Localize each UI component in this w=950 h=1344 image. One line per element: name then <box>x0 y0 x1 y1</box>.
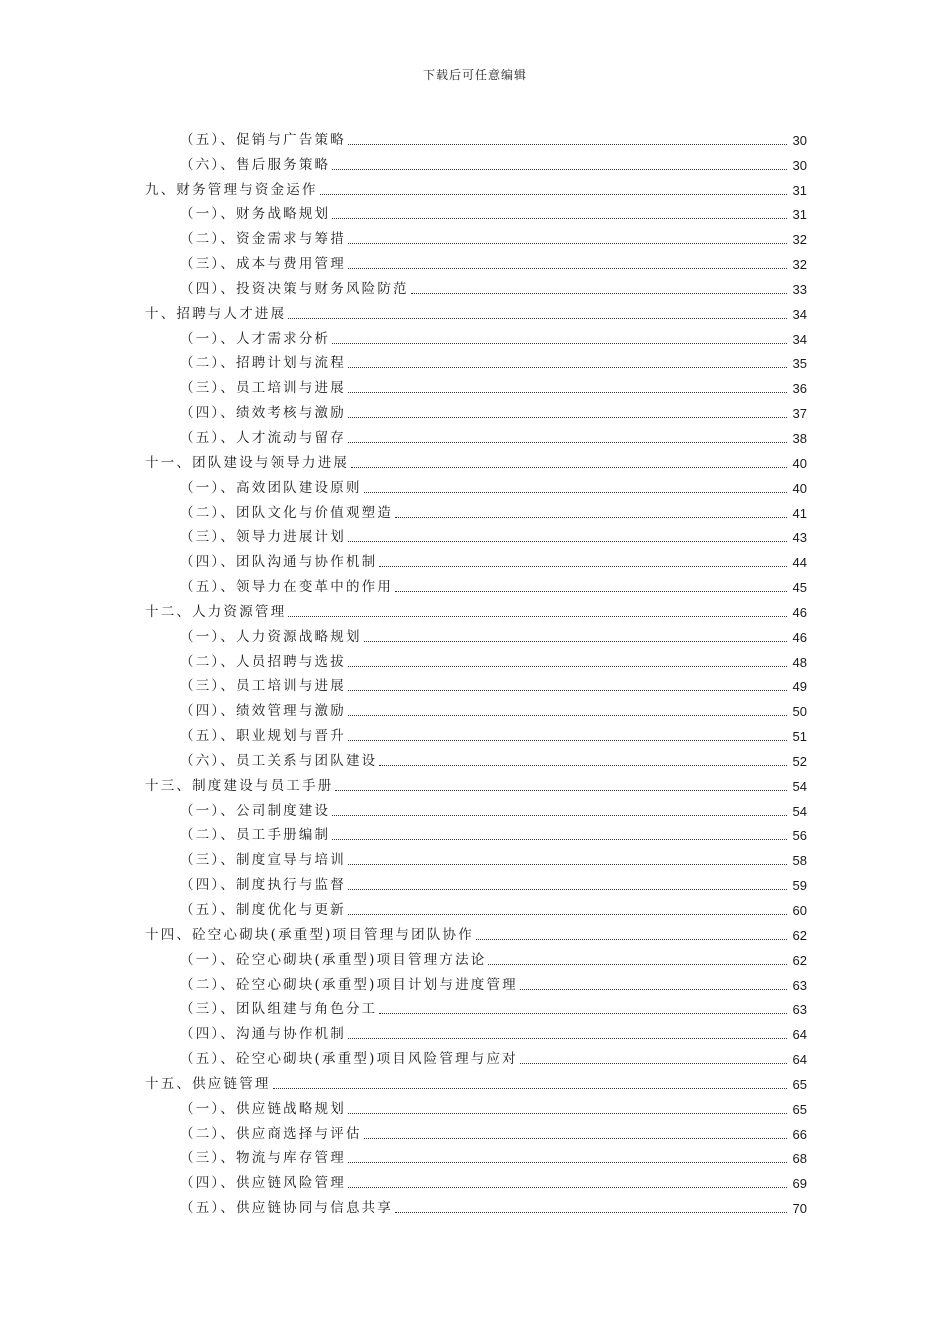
toc-page-number: 36 <box>792 381 807 397</box>
toc-chapter-entry[interactable] <box>0 773 950 798</box>
toc-dot-leader <box>395 1211 787 1213</box>
toc-dot-leader <box>520 988 787 990</box>
toc-page-number: 66 <box>792 1126 807 1142</box>
toc-dot-leader <box>332 168 787 170</box>
toc-dot-leader <box>348 913 787 915</box>
toc-entry-title: （三）、团队组建与角色分工 <box>180 1001 378 1018</box>
toc-section-entry[interactable] <box>0 1170 950 1195</box>
toc-section-entry[interactable] <box>0 1146 950 1171</box>
toc-section-entry[interactable] <box>0 226 950 251</box>
toc-entry-title: （一）、高效团队建设原则 <box>180 479 362 496</box>
toc-chapter-entry[interactable] <box>0 301 950 326</box>
toc-dot-leader <box>348 665 787 667</box>
toc-page-number: 68 <box>792 1151 807 1167</box>
toc-dot-leader <box>332 342 787 344</box>
toc-entry-title: （五）、供应链协同与信息共享 <box>180 1200 394 1217</box>
toc-section-entry[interactable] <box>0 897 950 922</box>
toc-dot-leader <box>379 1012 787 1014</box>
toc-section-entry[interactable] <box>0 972 950 997</box>
toc-entry-title: （二）、资金需求与筹措 <box>180 231 346 248</box>
toc-page-number: 37 <box>792 406 807 422</box>
toc-entry-title: 十四、砼空心砌块(承重型)项目管理与团队协作 <box>145 926 474 943</box>
toc-page-number: 64 <box>792 1052 807 1068</box>
toc-dot-leader <box>348 1186 787 1188</box>
toc-dot-leader <box>332 217 787 219</box>
toc-section-entry[interactable] <box>0 723 950 748</box>
toc-dot-leader <box>364 640 787 642</box>
toc-entry-title: （四）、制度执行与监督 <box>180 877 346 894</box>
toc-entry-title: （二）、人员招聘与选拔 <box>180 653 346 670</box>
toc-chapter-entry[interactable] <box>0 450 950 475</box>
toc-page-number: 35 <box>792 356 807 372</box>
toc-page-number: 40 <box>792 455 807 471</box>
toc-entry-title: （一）、公司制度建设 <box>180 802 331 819</box>
toc-page-number: 45 <box>792 580 807 596</box>
toc-page-number: 56 <box>792 828 807 844</box>
toc-dot-leader <box>379 764 787 766</box>
toc-page-number: 63 <box>792 977 807 993</box>
toc-page-number: 58 <box>792 853 807 869</box>
toc-entry-title: （三）、员工培训与进展 <box>180 678 346 695</box>
toc-entry-title: 十一、团队建设与领导力进展 <box>145 454 350 471</box>
toc-page-number: 63 <box>792 1002 807 1018</box>
toc-page-number: 32 <box>792 257 807 273</box>
toc-entry-title: （一）、供应链战略规划 <box>180 1100 346 1117</box>
toc-entry-title: （四）、沟通与协作机制 <box>180 1026 346 1043</box>
toc-section-entry[interactable] <box>0 574 950 599</box>
toc-section-entry[interactable] <box>0 351 950 376</box>
toc-dot-leader <box>288 615 787 617</box>
toc-dot-leader <box>332 814 787 816</box>
toc-section-entry[interactable] <box>0 525 950 550</box>
toc-dot-leader <box>520 1062 787 1064</box>
toc-chapter-entry[interactable] <box>0 599 950 624</box>
toc-entry-title: （二）、团队文化与价值观塑造 <box>180 504 394 521</box>
toc-entry-title: （六）、售后服务策略 <box>180 156 331 173</box>
toc-section-entry[interactable] <box>0 500 950 525</box>
toc-entry-title: （二）、供应商选择与评估 <box>180 1125 362 1142</box>
toc-page-number: 31 <box>792 207 807 223</box>
toc-page-number: 62 <box>792 952 807 968</box>
toc-page-number: 65 <box>792 1101 807 1117</box>
toc-dot-leader <box>348 540 787 542</box>
toc-section-entry[interactable] <box>0 674 950 699</box>
toc-section-entry[interactable] <box>0 1046 950 1071</box>
toc-page-number: 32 <box>792 232 807 248</box>
toc-section-entry[interactable] <box>0 847 950 872</box>
toc-page-number: 34 <box>792 306 807 322</box>
toc-entry-title: （三）、领导力进展计划 <box>180 529 346 546</box>
toc-entry-title: （六）、员工关系与团队建设 <box>180 752 378 769</box>
toc-entry-title: 十、招聘与人才进展 <box>145 305 287 322</box>
toc-entry-title: （四）、团队沟通与协作机制 <box>180 554 378 571</box>
toc-page-number: 40 <box>792 480 807 496</box>
toc-page-number: 38 <box>792 430 807 446</box>
toc-section-entry[interactable] <box>0 375 950 400</box>
toc-section-entry[interactable] <box>0 1096 950 1121</box>
toc-page-number: 69 <box>792 1176 807 1192</box>
toc-dot-leader <box>273 1087 787 1089</box>
toc-chapter-entry[interactable] <box>0 922 950 947</box>
toc-dot-leader <box>348 267 787 269</box>
toc-dot-leader <box>348 739 787 741</box>
toc-dot-leader <box>476 938 787 940</box>
toc-dot-leader <box>348 143 787 145</box>
toc-dot-leader <box>348 242 787 244</box>
toc-dot-leader <box>348 714 787 716</box>
toc-entry-title: （一）、人力资源战略规划 <box>180 628 362 645</box>
toc-section-entry[interactable] <box>0 549 950 574</box>
toc-entry-title: （一）、人才需求分析 <box>180 330 331 347</box>
toc-section-entry[interactable] <box>0 251 950 276</box>
toc-section-entry[interactable] <box>0 997 950 1022</box>
toc-page-number: 34 <box>792 331 807 347</box>
toc-entry-title: （五）、制度优化与更新 <box>180 902 346 918</box>
toc-entry-title: 九、财务管理与资金运作 <box>145 181 318 198</box>
toc-section-entry[interactable] <box>0 624 950 649</box>
toc-section-entry[interactable] <box>0 152 950 177</box>
toc-entry-title: （四）、绩效管理与激励 <box>180 703 346 720</box>
toc-entry-title: （三）、制度宣导与培训 <box>180 852 346 869</box>
toc-dot-leader <box>348 366 787 368</box>
toc-page-number: 46 <box>792 604 807 620</box>
toc-section-entry[interactable] <box>0 798 950 823</box>
toc-entry-title: （一）、砼空心砌块(承重型)项目管理方法论 <box>180 951 487 968</box>
toc-dot-leader <box>395 590 787 592</box>
toc-section-entry[interactable] <box>0 748 950 773</box>
toc-entry-title: （五）、职业规划与晋升 <box>180 728 346 745</box>
toc-section-entry[interactable] <box>0 127 950 152</box>
toc-section-entry[interactable] <box>0 872 950 897</box>
toc-section-entry[interactable] <box>0 202 950 227</box>
toc-entry-title: （二）、员工手册编制 <box>180 827 331 844</box>
toc-dot-leader <box>348 863 787 865</box>
toc-entry-title: （二）、招聘计划与流程 <box>180 355 346 372</box>
toc-chapter-entry[interactable] <box>0 177 950 202</box>
toc-page-number: 62 <box>792 927 807 943</box>
table-of-contents <box>0 127 950 1220</box>
toc-page-number: 50 <box>792 704 807 720</box>
toc-section-entry[interactable] <box>0 400 950 425</box>
toc-dot-leader <box>395 516 787 518</box>
toc-entry-title: 十二、人力资源管理 <box>145 603 287 620</box>
toc-page-number: 44 <box>792 555 807 571</box>
toc-section-entry[interactable] <box>0 947 950 972</box>
toc-page-number: 60 <box>792 903 807 918</box>
toc-page-number: 49 <box>792 679 807 695</box>
toc-section-entry[interactable] <box>0 1121 950 1146</box>
toc-page-number: 48 <box>792 654 807 670</box>
toc-entry-title: （四）、绩效考核与激励 <box>180 405 346 422</box>
toc-entry-title: （三）、物流与库存管理 <box>180 1150 346 1167</box>
toc-entry-title: （五）、人才流动与留存 <box>180 429 346 446</box>
toc-section-entry[interactable] <box>0 326 950 351</box>
toc-section-entry[interactable] <box>0 1021 950 1046</box>
toc-page-number: 46 <box>792 629 807 645</box>
page-header: 下载后可任意编辑 <box>422 68 527 82</box>
toc-dot-leader <box>348 689 787 691</box>
toc-dot-leader <box>332 838 787 840</box>
toc-page-number: 70 <box>792 1201 807 1217</box>
toc-dot-leader <box>364 491 787 493</box>
toc-dot-leader <box>348 1161 787 1163</box>
toc-page-number: 33 <box>792 281 807 297</box>
toc-section-entry[interactable] <box>0 649 950 674</box>
toc-dot-leader <box>488 963 787 965</box>
toc-dot-leader <box>348 1037 787 1039</box>
toc-entry-title: （一）、财务战略规划 <box>180 206 331 223</box>
toc-page-number: 31 <box>792 182 807 198</box>
toc-dot-leader <box>348 441 787 443</box>
toc-entry-title: （五）、砼空心砌块(承重型)项目风险管理与应对 <box>180 1051 518 1068</box>
toc-entry-title: （二）、砼空心砌块(承重型)项目计划与进度管理 <box>180 976 518 993</box>
toc-entry-title: （五）、促销与广告策略 <box>180 131 346 148</box>
toc-chapter-entry[interactable] <box>0 1071 950 1096</box>
toc-dot-leader <box>364 1137 787 1139</box>
toc-page-number: 64 <box>792 1027 807 1043</box>
toc-dot-leader <box>379 565 787 567</box>
toc-dot-leader <box>288 317 787 319</box>
toc-dot-leader <box>348 416 787 418</box>
toc-dot-leader <box>348 1112 787 1114</box>
toc-entry-title: （四）、投资决策与财务风险防范 <box>180 280 409 297</box>
toc-section-entry[interactable] <box>0 475 950 500</box>
toc-page-number: 30 <box>792 157 807 173</box>
toc-entry-title: （三）、员工培训与进展 <box>180 380 346 397</box>
toc-page-number: 51 <box>792 729 807 745</box>
toc-entry-title: （三）、成本与费用管理 <box>180 256 346 273</box>
toc-section-entry[interactable] <box>0 1195 950 1220</box>
toc-dot-leader <box>320 193 787 195</box>
toc-page-number: 59 <box>792 878 807 894</box>
toc-dot-leader <box>348 888 787 890</box>
toc-section-entry[interactable] <box>0 823 950 848</box>
toc-page-number: 54 <box>792 803 807 819</box>
toc-page-number: 54 <box>792 778 807 794</box>
toc-section-entry[interactable] <box>0 276 950 301</box>
toc-dot-leader <box>351 466 787 468</box>
toc-dot-leader <box>411 292 787 294</box>
toc-page-number: 65 <box>792 1076 807 1092</box>
toc-page-number: 43 <box>792 530 807 546</box>
toc-page-number: 41 <box>792 505 807 521</box>
toc-page-number: 52 <box>792 753 807 769</box>
toc-dot-leader <box>335 789 787 791</box>
toc-entry-title: 十三、制度建设与员工手册 <box>145 777 334 794</box>
toc-section-entry[interactable] <box>0 425 950 450</box>
toc-entry-title: （四）、供应链风险管理 <box>180 1175 346 1192</box>
toc-section-entry[interactable] <box>0 698 950 723</box>
toc-entry-title: （五）、领导力在变革中的作用 <box>180 579 394 596</box>
toc-dot-leader <box>348 391 787 393</box>
toc-page-number: 30 <box>792 132 807 148</box>
toc-entry-title: 十五、供应链管理 <box>145 1075 271 1092</box>
